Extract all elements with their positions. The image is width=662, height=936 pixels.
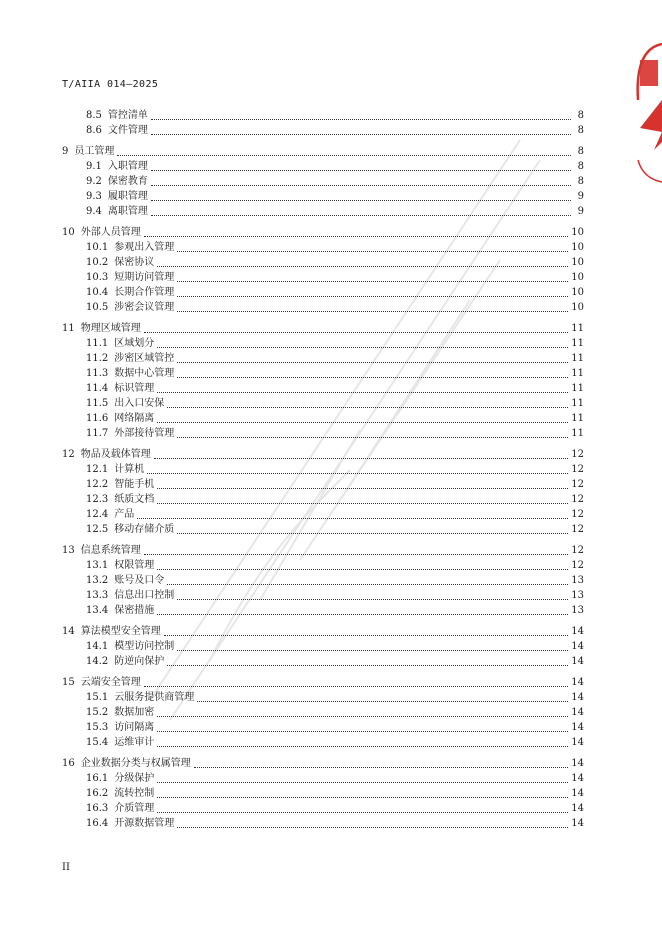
toc-dot-leader <box>151 170 571 186</box>
toc-entry-number: 13.3 <box>86 590 109 601</box>
toc-dot-leader <box>164 620 569 636</box>
toc-entry-title: 短期访问管理 <box>114 272 175 283</box>
toc-subsection-entry[interactable] <box>62 735 584 750</box>
toc-entry-title: 防逆向保护 <box>114 656 165 667</box>
toc-entry-title: 参观出入管理 <box>114 242 175 253</box>
toc-dot-leader <box>177 812 568 828</box>
toc-dot-leader <box>157 407 568 423</box>
toc-entry-number: 12.4 <box>86 509 109 520</box>
toc-dot-leader <box>177 266 568 282</box>
toc-dot-leader <box>177 362 568 378</box>
toc-entry-number: 9.4 <box>86 206 102 217</box>
toc-entry-number: 13.2 <box>86 575 109 586</box>
toc-entry-title: 账号及口令 <box>114 575 165 586</box>
toc-entry-number: 16.3 <box>86 803 109 814</box>
toc-entry-number: 10.4 <box>86 287 109 298</box>
toc-entry-title: 企业数据分类与权属管理 <box>80 758 191 769</box>
toc-dot-leader <box>157 251 568 267</box>
toc-entry-title: 模型访问控制 <box>114 641 175 652</box>
toc-dot-leader <box>144 671 569 687</box>
toc-entry-page: 10 <box>571 302 584 313</box>
toc-entry-number: 15.4 <box>86 737 109 748</box>
toc-entry-number: 8.5 <box>86 110 102 121</box>
toc-entry-page: 11 <box>571 383 584 394</box>
toc-entry-number: 11.6 <box>86 413 109 424</box>
toc-dot-leader <box>157 782 568 798</box>
toc-entry-number: 11.1 <box>86 338 109 349</box>
toc-entry-page: 10 <box>571 272 584 283</box>
toc-entry-page: 13 <box>571 575 584 586</box>
toc-entry-title: 产品 <box>114 509 135 520</box>
toc-subsection-entry[interactable] <box>62 300 584 315</box>
toc-dot-leader <box>177 281 568 297</box>
toc-entry-number: 12.2 <box>86 479 109 490</box>
toc-dot-leader <box>144 221 569 237</box>
toc-entry-title: 员工管理 <box>74 146 115 157</box>
toc-entry-page: 11 <box>571 353 584 364</box>
toc-dot-leader <box>117 140 571 156</box>
toc-entry-number: 8.6 <box>86 125 102 136</box>
toc-entry-number: 14 <box>62 626 75 637</box>
toc-dot-leader <box>157 731 568 747</box>
toc-entry-number: 9.3 <box>86 191 102 202</box>
toc-entry-number: 16.2 <box>86 788 109 799</box>
toc-entry-number: 10.3 <box>86 272 109 283</box>
toc-entry-page: 11 <box>571 338 584 349</box>
toc-entry-number: 11.3 <box>86 368 109 379</box>
toc-dot-leader <box>151 200 571 216</box>
toc-entry-title: 外部接待管理 <box>114 428 175 439</box>
toc-entry-page: 9 <box>577 191 584 202</box>
toc-dot-leader <box>144 539 569 555</box>
toc-dot-leader <box>157 599 568 615</box>
toc-entry-page: 10 <box>571 242 584 253</box>
toc-entry-page: 8 <box>577 110 584 121</box>
toc-entry-page: 14 <box>571 626 584 637</box>
toc-entry-number: 9 <box>62 146 69 157</box>
toc-dot-leader <box>154 443 569 459</box>
toc-dot-leader <box>177 236 568 252</box>
toc-subsection-entry[interactable] <box>62 522 584 537</box>
toc-entry-number: 15.3 <box>86 722 109 733</box>
toc-entry-page: 14 <box>571 773 584 784</box>
document-id: T/AIIA 014—2025 <box>62 79 159 90</box>
toc-entry-title: 出入口安保 <box>114 398 165 409</box>
toc-entry-number: 10.5 <box>86 302 109 313</box>
toc-entry-page: 10 <box>571 227 584 238</box>
toc-entry-title: 移动存储介质 <box>114 524 175 535</box>
toc-dot-leader <box>147 458 568 474</box>
toc-entry-page: 14 <box>571 707 584 718</box>
toc-entry-page: 8 <box>577 125 584 136</box>
toc-entry-title: 纸质文档 <box>114 494 155 505</box>
toc-dot-leader <box>157 488 568 504</box>
toc-entry-number: 13.4 <box>86 605 109 616</box>
page-number: II <box>62 862 70 873</box>
toc-entry-title: 管控清单 <box>107 110 148 121</box>
toc-entry-number: 14.2 <box>86 656 109 667</box>
toc-entry-title: 入职管理 <box>107 161 148 172</box>
toc-dot-leader <box>151 119 571 135</box>
toc-entry-title: 区域划分 <box>114 338 155 349</box>
toc-entry-page: 14 <box>571 641 584 652</box>
toc-entry-number: 15.1 <box>86 692 109 703</box>
toc-entry-page: 8 <box>577 146 584 157</box>
toc-entry-title: 履职管理 <box>107 191 148 202</box>
toc-entry-page: 14 <box>571 692 584 703</box>
toc-entry-number: 12.1 <box>86 464 109 475</box>
toc-entry-page: 11 <box>571 323 584 334</box>
toc-entry-page: 14 <box>571 788 584 799</box>
toc-entry-number: 16.1 <box>86 773 109 784</box>
toc-entry-page: 14 <box>571 737 584 748</box>
toc-entry-title: 涉密区域管控 <box>114 353 175 364</box>
toc-entry-title: 数据中心管理 <box>114 368 175 379</box>
toc-entry-number: 16.4 <box>86 818 109 829</box>
toc-entry-title: 运维审计 <box>114 737 155 748</box>
toc-entry-number: 11.4 <box>86 383 109 394</box>
toc-subsection-entry[interactable] <box>62 123 584 138</box>
toc-entry-title: 云服务提供商管理 <box>114 692 195 703</box>
toc-dot-leader <box>177 347 568 363</box>
toc-dot-leader <box>157 332 568 348</box>
toc-dot-leader <box>157 701 568 717</box>
toc-entry-title: 算法模型安全管理 <box>80 626 161 637</box>
toc-dot-leader <box>177 518 568 534</box>
toc-entry-page: 11 <box>571 428 584 439</box>
toc-entry-number: 11.7 <box>86 428 109 439</box>
toc-entry-page: 12 <box>571 494 584 505</box>
toc-dot-leader <box>194 752 569 768</box>
toc-subsection-entry[interactable] <box>62 204 584 219</box>
toc-subsection-entry[interactable] <box>62 426 584 441</box>
toc-dot-leader <box>177 296 568 312</box>
toc-entry-page: 11 <box>571 398 584 409</box>
toc-dot-leader <box>167 569 568 585</box>
toc-entry-title: 外部人员管理 <box>80 227 141 238</box>
toc-entry-page: 12 <box>571 479 584 490</box>
toc-entry-number: 11.5 <box>86 398 109 409</box>
toc-entry-page: 12 <box>571 449 584 460</box>
toc-entry-title: 信息系统管理 <box>80 545 141 556</box>
toc-entry-title: 物品及载体管理 <box>80 449 151 460</box>
toc-entry-title: 云端安全管理 <box>80 677 141 688</box>
toc-dot-leader <box>157 797 568 813</box>
toc-entry-title: 保密教育 <box>107 176 148 187</box>
toc-dot-leader <box>151 104 571 120</box>
toc-entry-page: 13 <box>571 605 584 616</box>
toc-entry-number: 10.1 <box>86 242 109 253</box>
toc-subsection-entry[interactable] <box>62 603 584 618</box>
toc-entry-page: 12 <box>571 560 584 571</box>
toc-entry-title: 计算机 <box>114 464 145 475</box>
toc-entry-number: 15 <box>62 677 75 688</box>
toc-entry-title: 信息出口控制 <box>114 590 175 601</box>
toc-entry-page: 8 <box>577 161 584 172</box>
toc-entry-number: 12 <box>62 449 75 460</box>
toc-entry-title: 分级保护 <box>114 773 155 784</box>
toc-entry-number: 9.2 <box>86 176 102 187</box>
toc-entry-title: 智能手机 <box>114 479 155 490</box>
toc-dot-leader <box>157 716 568 732</box>
toc-entry-number: 14.1 <box>86 641 109 652</box>
toc-entry-title: 保密措施 <box>114 605 155 616</box>
toc-entry-number: 12.3 <box>86 494 109 505</box>
toc-entry-page: 14 <box>571 803 584 814</box>
toc-dot-leader <box>151 155 571 171</box>
toc-entry-number: 11.2 <box>86 353 109 364</box>
toc-dot-leader <box>157 554 568 570</box>
toc-subsection-entry[interactable] <box>62 816 584 831</box>
toc-entry-title: 网络隔离 <box>114 413 155 424</box>
toc-entry-page: 12 <box>571 509 584 520</box>
toc-entry-number: 11 <box>62 323 75 334</box>
toc-dot-leader <box>157 473 568 489</box>
toc-entry-title: 物理区域管理 <box>80 323 141 334</box>
toc-entry-title: 保密协议 <box>114 257 155 268</box>
toc-dot-leader <box>167 392 568 408</box>
toc-entry-page: 14 <box>571 677 584 688</box>
toc-entry-title: 开源数据管理 <box>114 818 175 829</box>
toc-entry-title: 离职管理 <box>107 206 148 217</box>
toc-entry-page: 14 <box>571 656 584 667</box>
toc-dot-leader <box>177 635 568 651</box>
toc-entry-number: 13 <box>62 545 75 556</box>
toc-entry-page: 12 <box>571 464 584 475</box>
toc-dot-leader <box>177 422 568 438</box>
toc-entry-number: 10 <box>62 227 75 238</box>
toc-entry-page: 11 <box>571 368 584 379</box>
red-seal-stamp <box>632 30 662 190</box>
toc-entry-title: 长期合作管理 <box>114 287 175 298</box>
toc-dot-leader <box>137 503 568 519</box>
toc-entry-number: 12.5 <box>86 524 109 535</box>
toc-entry-number: 15.2 <box>86 707 109 718</box>
toc-entry-page: 10 <box>571 257 584 268</box>
toc-subsection-entry[interactable] <box>62 654 584 669</box>
toc-entry-number: 13.1 <box>86 560 109 571</box>
toc-entry-page: 14 <box>571 722 584 733</box>
toc-entry-page: 11 <box>571 413 584 424</box>
toc-entry-title: 访问隔离 <box>114 722 155 733</box>
toc-dot-leader <box>151 185 571 201</box>
toc-entry-title: 涉密会议管理 <box>114 302 175 313</box>
toc-dot-leader <box>197 686 568 702</box>
toc-entry-page: 14 <box>571 758 584 769</box>
toc-entry-number: 9.1 <box>86 161 102 172</box>
toc-entry-title: 标识管理 <box>114 383 155 394</box>
toc-entry-title: 数据加密 <box>114 707 155 718</box>
toc-dot-leader <box>167 650 568 666</box>
toc-entry-number: 10.2 <box>86 257 109 268</box>
toc-entry-page: 14 <box>571 818 584 829</box>
toc-dot-leader <box>177 584 568 600</box>
toc-entry-page: 8 <box>577 176 584 187</box>
toc-dot-leader <box>144 317 569 333</box>
toc-entry-page: 12 <box>571 524 584 535</box>
toc-dot-leader <box>157 767 568 783</box>
toc-entry-page: 9 <box>577 206 584 217</box>
toc-entry-title: 文件管理 <box>107 125 148 136</box>
toc-entry-title: 流转控制 <box>114 788 155 799</box>
toc-dot-leader <box>157 377 568 393</box>
toc-entry-number: 16 <box>62 758 75 769</box>
toc-entry-title: 介质管理 <box>114 803 155 814</box>
toc-entry-page: 13 <box>571 590 584 601</box>
toc-entry-title: 权限管理 <box>114 560 155 571</box>
toc-entry-page: 10 <box>571 287 584 298</box>
toc-entry-page: 12 <box>571 545 584 556</box>
